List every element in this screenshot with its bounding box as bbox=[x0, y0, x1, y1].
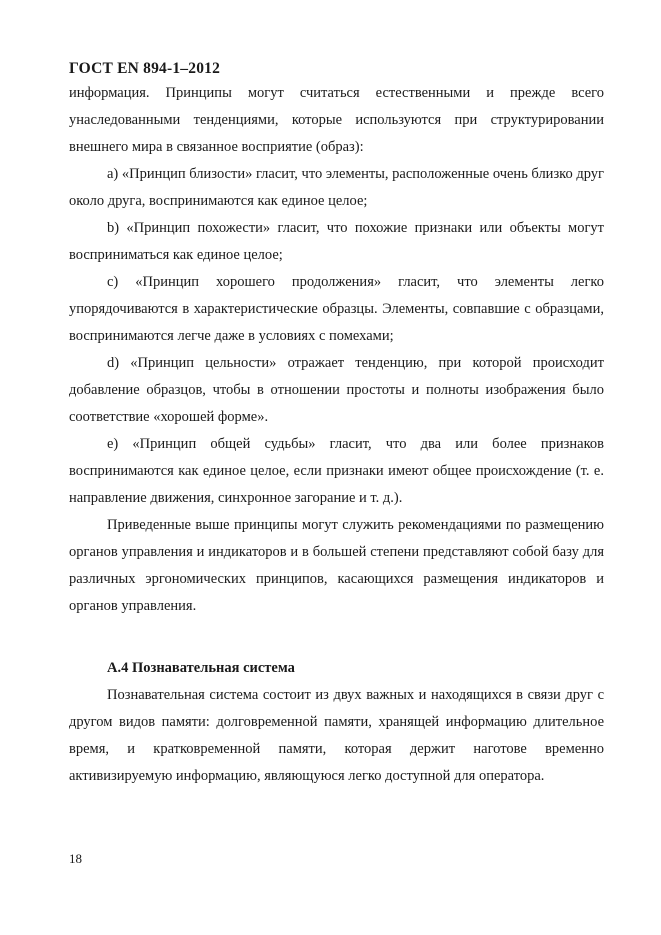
document-body bbox=[69, 80, 604, 790]
section-paragraph: Познавательная система состоит из двух важных и находящихся в связи друг с другом видов памяти: долговременной памяти, хранящей информацию длительное время, и кратковременной памяти, которая держит наготове временно активизируемую информацию, являющуюся легко доступной для оператора. bbox=[69, 687, 604, 784]
intro-paragraph: информация. Принципы могут считаться естественными и прежде всего унаследованными тенденциями, которые используются при структурировании внешнего мира в связанное восприятие (образ): bbox=[69, 85, 604, 155]
list-item: b) «Принцип похожести» гласит, что похожие признаки или объекты могут восприниматься как единое целое; bbox=[69, 220, 604, 263]
list-item: c) «Принцип хорошего продолжения» гласит, что элементы легко упорядочиваются в характеристические образцы. Элементы, совпавшие с образцами, воспринимаются легче даже в условиях с помехами; bbox=[69, 274, 604, 344]
section-title: А.4 Познавательная система bbox=[107, 660, 295, 676]
list-item: d) «Принцип цельности» отражает тенденцию, при которой происходит добавление образцов, чтобы в отношении простоты и полноты изображения было соответствие «хорошей форме». bbox=[69, 355, 604, 425]
list-item: a) «Принцип близости» гласит, что элементы, расположенные очень близко друг около друга, воспринимаются как единое целое; bbox=[69, 166, 604, 209]
summary-paragraph: Приведенные выше принципы могут служить рекомендациями по размещению органов управления и индикаторов и в большей степени представляют собой базу для различных эргономических принципов, касающихся размещения индикаторов и органов управления. bbox=[69, 517, 604, 614]
page-number: 18 bbox=[69, 851, 82, 866]
document-header: ГОСТ EN 894-1–2012 bbox=[69, 60, 221, 77]
list-item: e) «Принцип общей судьбы» гласит, что два или более признаков воспринимаются как единое целое, если признаки имеют общее происхождение (т. е. направление движения, синхронное загорание и т. д.). bbox=[69, 436, 604, 506]
